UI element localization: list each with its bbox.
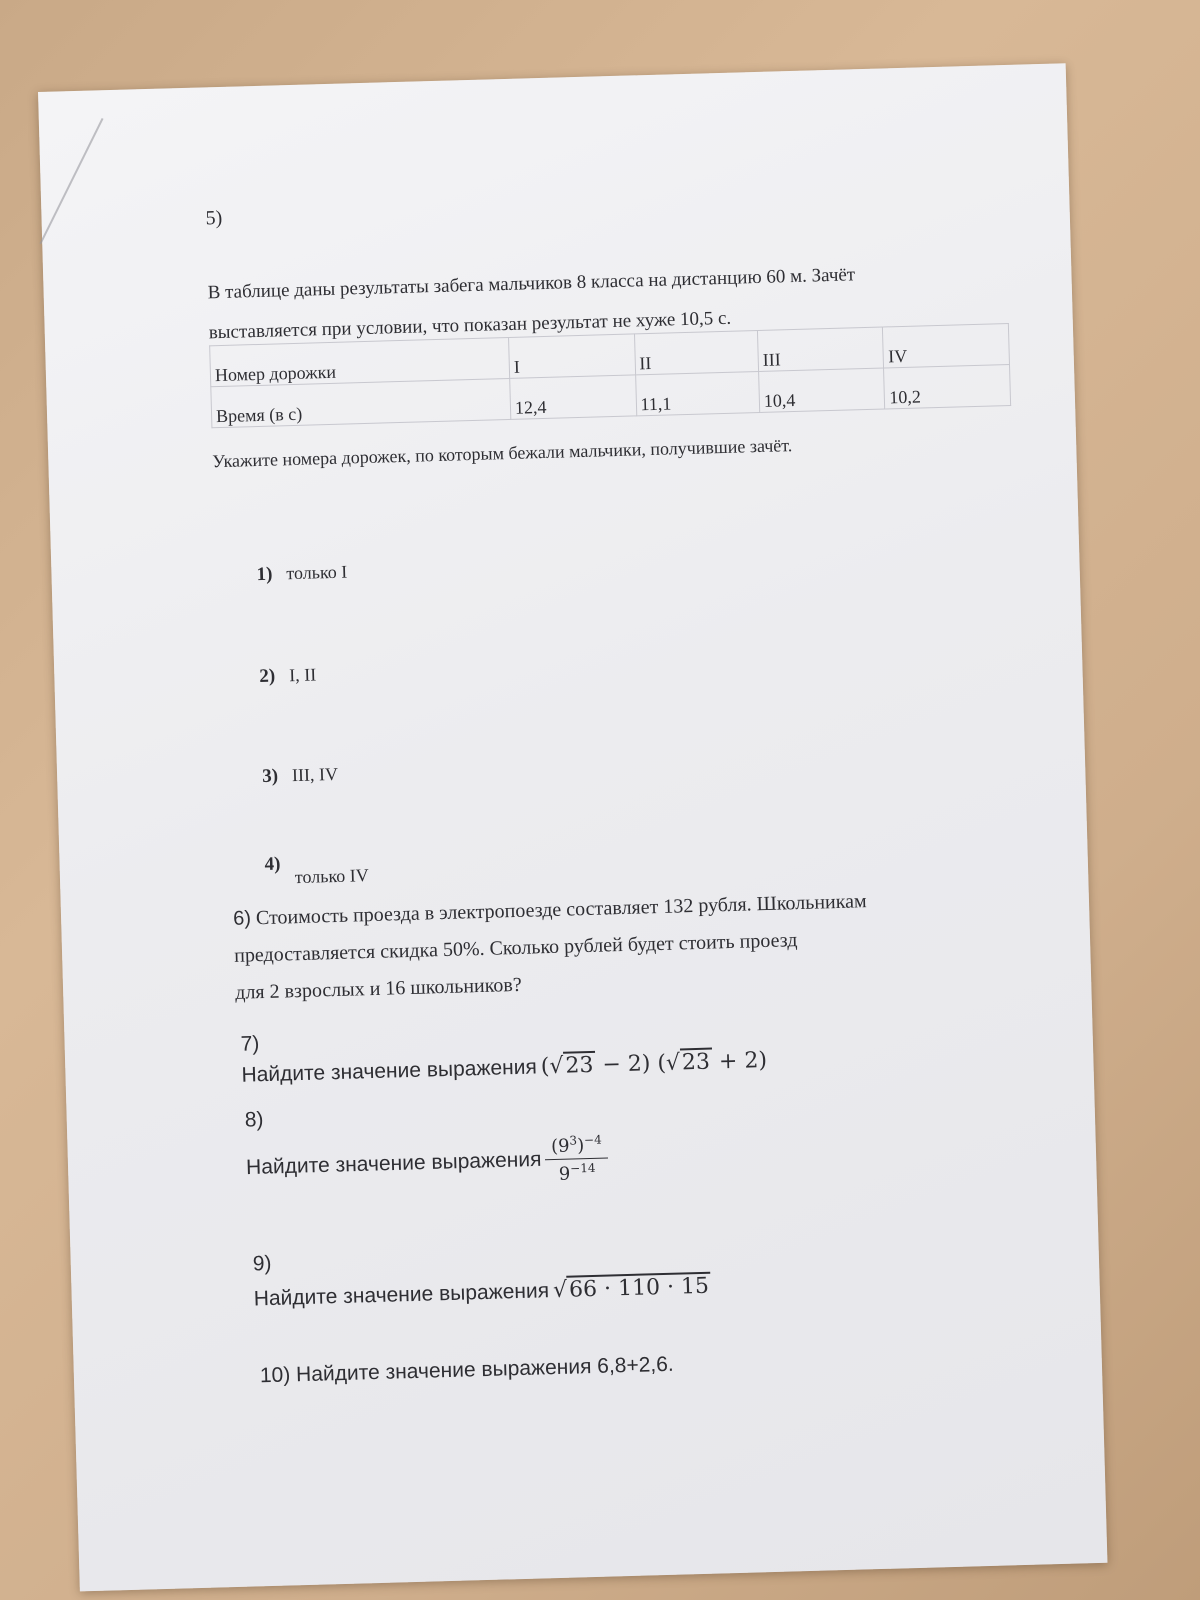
paren: (: [650, 1050, 667, 1077]
paren: (: [540, 1054, 550, 1080]
task6-line2: предоставляется скидка 50%. Сколько рублей будет стоить проезд: [233, 929, 798, 967]
task10-statement: 10) Найдите значение выражения 6,8+2,6.: [259, 1352, 674, 1388]
option-text: только I: [286, 561, 348, 584]
task5-question: Укажите номера дорожек, по которым бежали мальчики, получившие зачёт.: [212, 435, 793, 472]
fraction-denominator: [545, 1158, 609, 1185]
task7-number: 7): [240, 1032, 260, 1056]
lane-cell: II: [634, 331, 759, 375]
time-cell: 10,2: [884, 364, 1011, 408]
task9-prompt: Найдите значение выражения: [253, 1279, 550, 1311]
answer-option-2: [259, 664, 316, 688]
fraction-numerator: [545, 1133, 609, 1161]
lane-cell: I: [509, 334, 636, 378]
table-label-time: Время (в с): [211, 378, 511, 427]
lane-cell: III: [757, 327, 884, 371]
answer-option-3: [262, 764, 338, 788]
option-number: 3): [261, 765, 279, 788]
task5-line2: выставляется при условии, что показан результат не хуже 10,5 с.: [208, 307, 732, 344]
option-text: I, II: [288, 664, 317, 686]
minus-part: − 2): [595, 1051, 651, 1078]
plus-part: + 2): [711, 1048, 768, 1075]
time-cell: 12,4: [510, 375, 637, 419]
task6-line3: для 2 взрослых и 16 школьников?: [234, 973, 522, 1004]
task9-expression: [253, 1274, 711, 1312]
num-close: ): [576, 1135, 585, 1157]
option-text: III, IV: [291, 763, 339, 786]
time-cell: 11,1: [635, 371, 760, 415]
lane-cell: IV: [883, 323, 1010, 367]
inner-exponent: 3: [569, 1133, 578, 1148]
task8-expression: [245, 1133, 609, 1194]
task8-prompt: Найдите значение выражения: [245, 1147, 542, 1180]
task7-prompt: Найдите значение выражения: [241, 1055, 538, 1087]
task6-text1: Стоимость проезда в электропоезде составляет 132 рубля. Школьникам: [255, 890, 867, 930]
radicand-1: 23: [563, 1051, 596, 1079]
answer-option-1: [256, 562, 347, 587]
task7-math: (√23 − 2) (√23 + 2): [540, 1048, 768, 1080]
task6-statement: [233, 880, 996, 1012]
den-exponent: −14: [569, 1160, 596, 1176]
task8-fraction: [545, 1133, 609, 1186]
outer-exponent: −4: [583, 1132, 602, 1148]
option-number: 2): [259, 665, 276, 688]
task9-radicand: 66 · 110 · 15: [567, 1272, 712, 1303]
pencil-mark: [39, 118, 103, 244]
task5-number: 5): [205, 206, 223, 230]
den-base: 9: [558, 1163, 571, 1185]
paper-sheet: [38, 63, 1107, 1591]
option-number: 1): [256, 563, 273, 586]
task9-number: 9): [252, 1251, 272, 1276]
task6-number: 6): [232, 907, 252, 930]
time-cell: 10,4: [759, 368, 886, 412]
task5-line1: В таблице даны результаты забега мальчиков 8 класса на дистанцию 60 м. Зачёт: [207, 264, 856, 304]
radicand-2: 23: [680, 1048, 713, 1076]
answer-option-4: [264, 851, 370, 888]
option-text: только IV: [294, 865, 370, 888]
task8-number: 8): [244, 1108, 264, 1132]
num-base: (9: [550, 1135, 570, 1158]
task7-expression: [241, 1048, 767, 1088]
task9-math: √66 · 110 · 15: [553, 1272, 712, 1303]
table-label-lane: Номер дорожки: [210, 337, 510, 386]
option-number: 4): [264, 853, 281, 875]
